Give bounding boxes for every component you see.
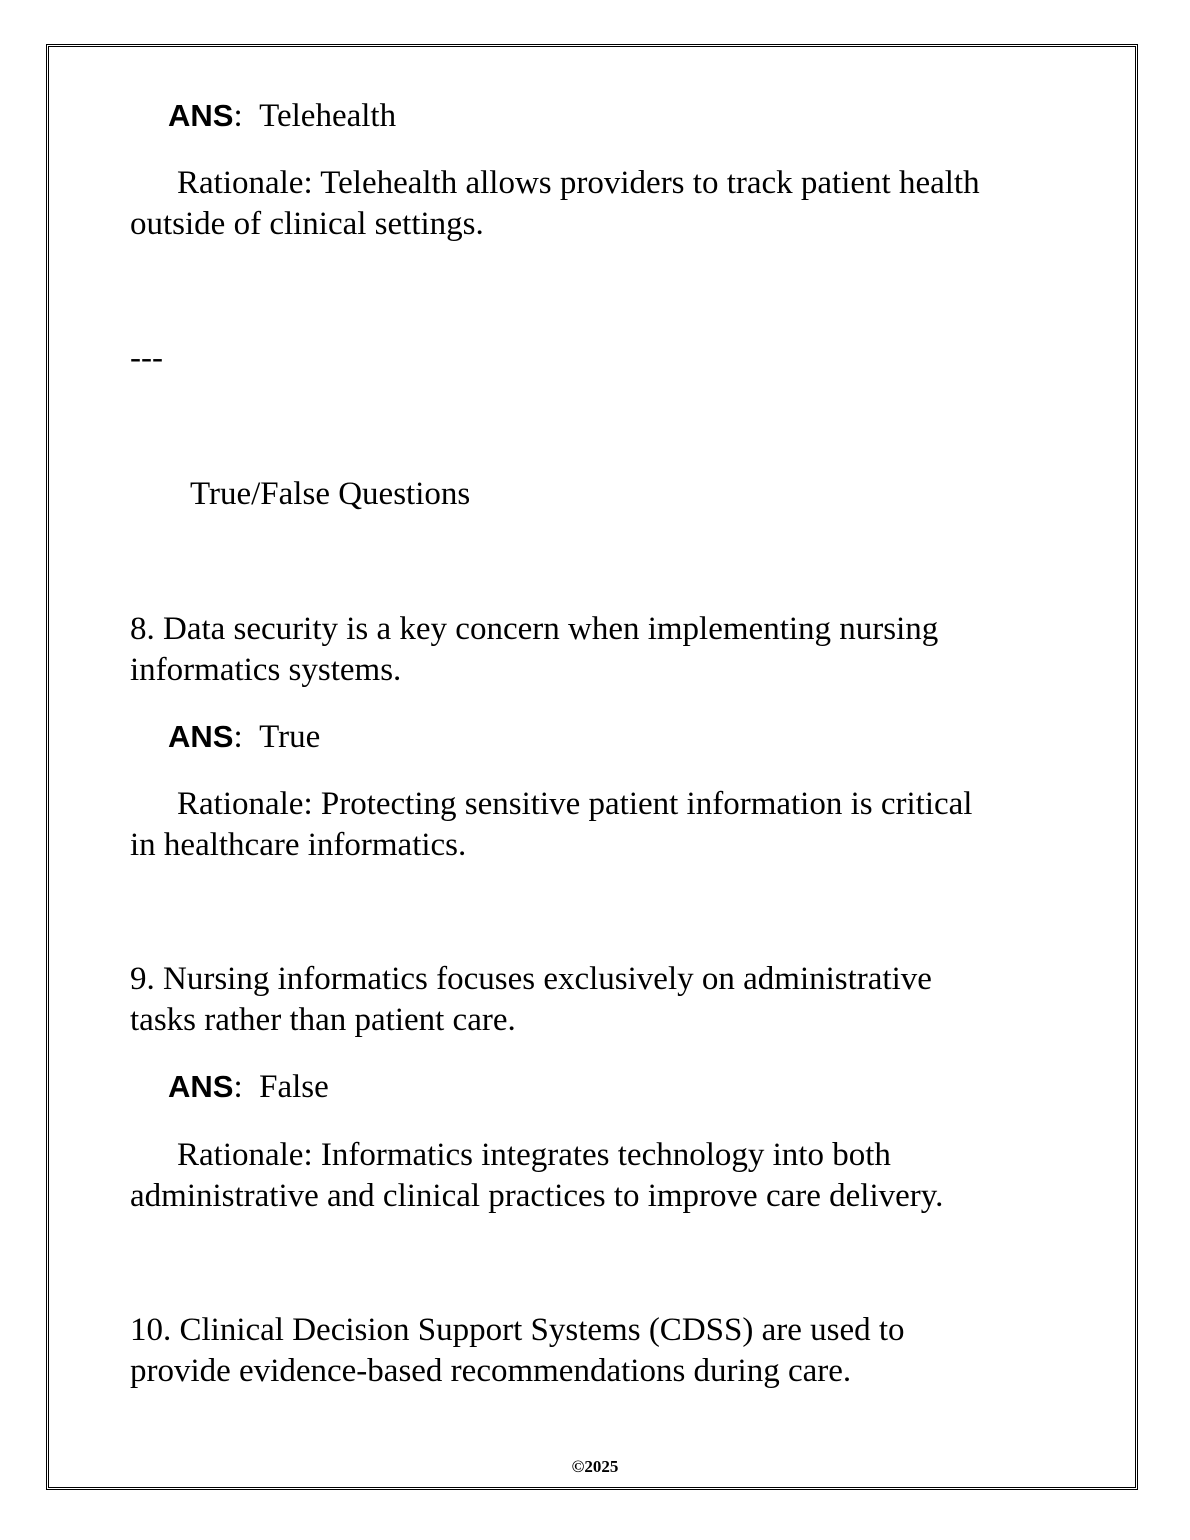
question-8-line-1: 8. Data security is a key concern when implementing nursing: [130, 611, 939, 647]
question-10-line-1: 10. Clinical Decision Support Systems (CDSS) are used to: [130, 1312, 905, 1348]
question-9-line-2: tasks rather than patient care.: [130, 1002, 516, 1038]
question-8-line-2: informatics systems.: [130, 652, 402, 688]
answer-label: ANS: [168, 1069, 234, 1104]
question-8-answer: [168, 717, 320, 757]
question-9-answer: [168, 1067, 329, 1107]
section-separator: ---: [130, 340, 163, 376]
question-9-rationale-2: administrative and clinical practices to improve care delivery.: [130, 1178, 944, 1214]
section-heading: True/False Questions: [190, 476, 471, 512]
answer-value: True: [259, 719, 321, 755]
answer-value: Telehealth: [259, 98, 397, 134]
answer-label: ANS: [168, 719, 234, 754]
answer-line: [168, 96, 396, 136]
page-border: [46, 44, 1138, 1490]
answer-separator: :: [233, 719, 243, 755]
question-8-rationale-1: Rationale: Protecting sensitive patient information is critical: [177, 786, 973, 822]
rationale-line-2: outside of clinical settings.: [130, 206, 484, 242]
answer-separator: :: [233, 98, 243, 134]
answer-value: False: [259, 1069, 329, 1105]
rationale-line-1: Rationale: Telehealth allows providers to track patient health: [177, 165, 980, 201]
answer-separator: :: [233, 1069, 243, 1105]
answer-label: ANS: [168, 98, 234, 133]
question-10-line-2: provide evidence-based recommendations during care.: [130, 1353, 852, 1389]
question-9-rationale-1: Rationale: Informatics integrates technology into both: [177, 1137, 891, 1173]
question-8-rationale-2: in healthcare informatics.: [130, 827, 467, 863]
copyright-footer: ©2025: [571, 1457, 619, 1476]
question-9-line-1: 9. Nursing informatics focuses exclusively on administrative: [130, 961, 932, 997]
